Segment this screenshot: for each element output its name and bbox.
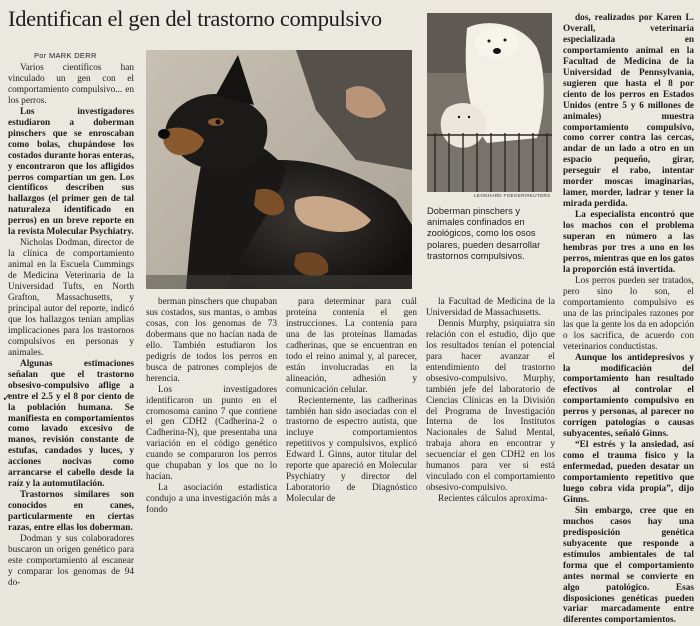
byline: Por MARK DERR (34, 51, 97, 60)
photo-credit: LEONHARD FOEGER/REUTERS (474, 193, 551, 198)
paragraph: Los investigadores estudiaron a doberman pinschers que se enroscaban como bolas, chupándose los costados durante horas enteras, y encontraron que los afligidos perros compartían un gen. Los científicos describen sus hallazgos (el primer gen de tal naturaleza identificado en perros) en un breve reporte en la revista Molecular Psychiatry. (8, 106, 134, 238)
polar-bear-photo (427, 13, 552, 192)
paragraph: para determinar para cuál proteína contenía el gen instrucciones. La contenía para una de las proteínas llamadas cadherinas, que se encuentran en todo el reino animal y, al parecer, están involucradas en la alineación, adhesión y comunicación celular. (286, 297, 417, 395)
paragraph: Recientes cálculos aproxima- (438, 494, 548, 505)
paragraph: Trastornos similares son conocidos en canes, particularmente en ciertas razas, entre ellas los doberman. (8, 490, 134, 534)
paragraph: La asociación estadística condujo a una investigación más a fondo (146, 483, 277, 516)
paragraph: berman pinschers que chupaban sus costados, sus mantas, o ambas cosas, con los genomas de 73 dobermans que no hacían nada de ello. También estudiaron los pedigrís de todos los perros en busca de patrones complejos de herencia. (146, 297, 278, 384)
paragraph: dos, realizados por Karen L. Overall, veterinaria especializada en comportamiento animal en la Facultad de Medicina de la Universidad de Pennsylvania, sugieren que hasta el 8 por ciento de los perros en Estados Unidos (entre 5 y 6 millones de animales) muestra comportamiento compulsivo, como correr contra las cercas, andar de un lado a otro en un espacio pequeño, girar, perseguir el rabo, intentar morder moscas imaginarias, lamer, morder, ladrar y tener la mirada perdida. (563, 13, 694, 210)
paragraph: Dennis Murphy, psiquiatra sin relación con el estudio, dijo que los resultados tenían el potencial para hacer avanzar el entendimiento del trastorno obsesivo-compulsivo. Murphy, también jefe del laboratorio de Ciencias Clínicas en la División del Programa de Investigación Interna de los Institutos Nacionales de Salud Mental, trabaja ahora en encontrar y secuenciar el gen CDH2 en los humanos para ver si está vinculado con el comportamiento obsesivo-compulsivo. (426, 318, 555, 494)
paragraph: La especialista encontró que los machos con el problema superan en número a las hembras por tres a uno en los perros, mientras que en los gatos la proporción está invertida. (563, 210, 694, 275)
paragraph: Recientemente, las cadherinas también han sido asociadas con el trastorno de espectro autista, que incluye comportamientos repetitivos y compulsivos, explicó Edward I. Ginns, autor titular del reporte que apareció en Molecular Psychiatry y director del Laboratorio de Diagnóstico Molecular de (286, 395, 417, 505)
photo-caption: Doberman pinschers y animales confinados en zoológicos, como los osos polares, pueden desarrollar trastornos compulsivos. (427, 206, 541, 261)
headline: Identifican el gen del trastorno compulsivo (8, 6, 382, 31)
article-column-2 (146, 297, 278, 516)
paragraph: Algunas estimaciones señalan que el trastorno obsesivo-compulsivo aflige a entre el 2.5 y el 8 por ciento de la población humana. Se manifiesta en comportamientos como lavado excesivo de manos, revisión constante de estufas, candados y luces, y acciones nocivas como arrancarse el cabello desde la raíz y la automutilación. (8, 358, 134, 490)
paragraph: Los perros pueden ser tratados, pero sino lo son, el comportamiento compulsivo es una de las principales razones por las que la gente los da en adopción o los sacrifica, de acuerdo con veterinarios conductistas. (563, 275, 694, 352)
doberman-photo (146, 50, 412, 289)
paragraph: Nicholas Dodman, director de la clínica de comportamiento animal en la Escuela Cummings de Medicina Veterinaria de la Universidad Tufts, en North Grafton, Massachusetts, y principal autor del reporte, indicó que los hallazgos tenían amplias implicaciones para los trastornos compulsivos en personas y animales. (8, 238, 134, 358)
pen-mark-icon: ✓ (2, 392, 12, 404)
article-column-4 (426, 297, 555, 505)
paragraph: Dodman y sus colaboradores buscaron un origen genético para este comportamiento al escanear y comparar los genomas de 94 do- (8, 533, 134, 588)
article-column-5 (563, 13, 694, 626)
polar-bears-image (427, 13, 552, 192)
article-column-1 (8, 63, 134, 588)
doberman-image (146, 50, 412, 289)
paragraph: “El estrés y la ansiedad, así como el trauma físico y la enfermedad, pueden desatar un comportamiento repetitivo que luego cobra vida propia”, dijo Ginns. (563, 440, 694, 505)
paragraph: Sin embargo, cree que en muchos casos hay una predisposición genética subyacente que responde a estímulos ambientales de tal forma que el comportamiento antes normal se convierte en algo patológico. Esas disposiciones genéticas pueden variar marcadamente entre diferentes comportamientos. (563, 505, 694, 626)
paragraph: la Facultad de Medicina de la Universidad de Massachusetts. (426, 297, 555, 318)
article-column-3 (286, 297, 417, 505)
paragraph: Aunque los antidepresivos y la modificación del comportamiento han resultado efectivos al controlar el comportamiento compulsivo en perros y personas, al parecer no corrigen patologías o causas subyacentes, señaló Ginns. (563, 352, 694, 440)
paragraph: Los investigadores identificaron un punto en el cromosoma canino 7 que contiene el gen CDH2 (Cadherina-2 o Cadherina-N), que presentaba una variación en el código genético cuando se compararon los perros que chupaban y los que no lo hacían. (146, 384, 277, 483)
paragraph: Varios científicos han vinculado un gen con el comportamiento compulsivo... en los perros. (8, 63, 134, 106)
